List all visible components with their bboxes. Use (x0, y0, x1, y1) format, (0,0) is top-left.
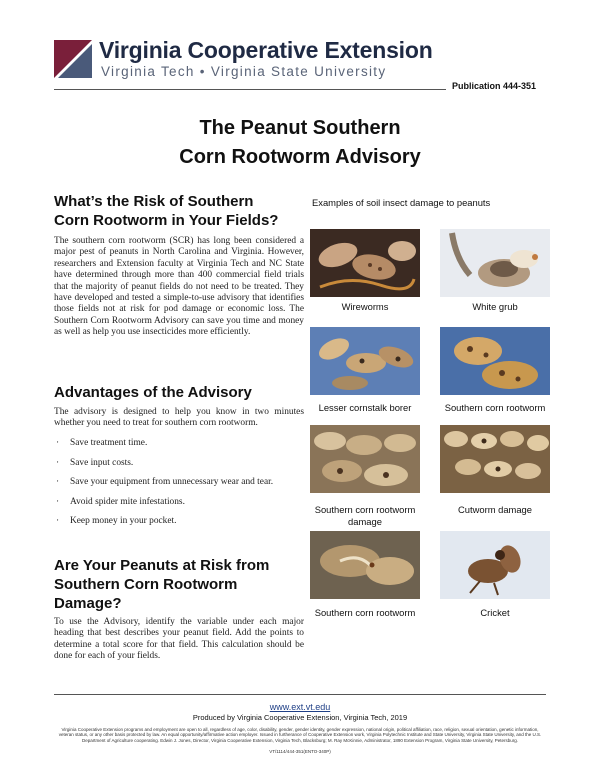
bullet-icon: · (56, 496, 60, 507)
section-body-risk: The southern corn rootworm (SCR) has long been considered a major pest of peanuts in North Carolina and Virginia. However, researchers and Extension faculty at Virginia Tech and NC State have determined through more than 400 commercial field trials that the majority of peanut fields do not need to be treated. They have developed and tested a simple-to-use advisory that identifies those fields not at risk for pod damage or economic loss. The Southern Corn Rootworm Advisory can save you time and money as well as help you use insecticides more efficiently. (54, 236, 304, 338)
bullet-icon: · (56, 516, 60, 526)
bullet-icon: · (56, 438, 60, 448)
section-heading-risk: What’s the Risk of Southern Corn Rootworm in Your Fields? (54, 193, 279, 229)
rootworm-damage-photo (310, 425, 420, 493)
photo-caption: Cutworm damage (458, 504, 532, 515)
brand-universities: Virginia Tech • Virginia State University (101, 64, 387, 79)
photo-caption: Cricket (480, 607, 510, 618)
white-grub-photo (440, 229, 550, 297)
footer-publication-code: VT/1114/444-351(ENTO-340P) (269, 749, 331, 754)
photo-caption: Wireworms (341, 301, 389, 312)
advantages-list (56, 438, 306, 536)
list-item: · Save your equipment from unnecessary wear and tear. (56, 477, 274, 487)
cricket-photo (440, 531, 550, 599)
list-item: · Save input costs. (56, 457, 134, 468)
lesser-cornstalk-borer-photo (310, 327, 420, 395)
publication-number: Publication 444-351 (452, 81, 537, 91)
vce-logo-icon (54, 40, 92, 78)
brand-name: Virginia Cooperative Extension (99, 37, 433, 63)
section-body-advantages: The advisory is designed to help you know in two minutes whether you need to treat for southern corn rootworm. (54, 407, 304, 429)
section-heading-advantages: Advantages of the Advisory (54, 384, 252, 401)
photo-caption: White grub (472, 301, 518, 312)
footer-website-link[interactable]: www.ext.vt.edu (269, 702, 331, 712)
photo-caption: Lesser cornstalk borer (318, 402, 412, 413)
southern-corn-rootworm-photo (440, 327, 550, 395)
footer-divider (54, 694, 546, 695)
cutworm-damage-photo (440, 425, 550, 493)
photo-caption: Southern corn rootworm (314, 607, 416, 618)
photo-caption: Southern corn rootworm damage (314, 504, 416, 527)
bullet-icon: · (56, 457, 60, 468)
list-item: · Keep money in your pocket. (56, 516, 177, 526)
footer-legal-notice: Virginia Cooperative Extension programs and employment are open to all, regardless of age, color, disability, gender, gender identity, gender expression, national origin, political affiliation, race, religion, sexual orientation, genetic information, veteran status, or any other basis protected by law. An equal opportunity/affirmative action employer. Issued in furtherance of Cooperative Extension work, Virginia Polytechnic Institute and State University, Virginia State University, and the U.S. Department of Agriculture cooperating. Edwin J. Jones, Director, Virginia Cooperative Extension, Virginia Tech, Blacksburg; M. Ray McKinnie, Administrator, 1890 Extension Program, Virginia State University, Petersburg. (58, 727, 542, 743)
list-item: · Save treatment time. (56, 438, 148, 448)
bullet-icon: · (56, 477, 60, 487)
photo-caption: Southern corn rootworm (444, 402, 546, 413)
gallery-caption: Examples of soil insect damage to peanuts (312, 197, 491, 208)
southern-corn-rootworm-photo-2 (310, 531, 420, 599)
section-body-at-risk: To use the Advisory, identify the variable under each major heading that best describes your peanut field. Add the points to determine a total score for that field. This calculation should be done for each of your fields. (54, 617, 304, 662)
document-title-line-2: Corn Rootworm Advisory (179, 146, 421, 168)
section-heading-at-risk: Are Your Peanuts at Risk from Southern Corn Rootworm Damage? (54, 557, 270, 612)
document-title-line-1: The Peanut Southern (199, 117, 401, 139)
list-item: · Avoid spider mite infestations. (56, 496, 185, 507)
footer-produced-by: Produced by Virginia Cooperative Extension, Virginia Tech, 2019 (192, 713, 408, 722)
wireworm-photo (310, 229, 420, 297)
header-divider (54, 89, 446, 90)
